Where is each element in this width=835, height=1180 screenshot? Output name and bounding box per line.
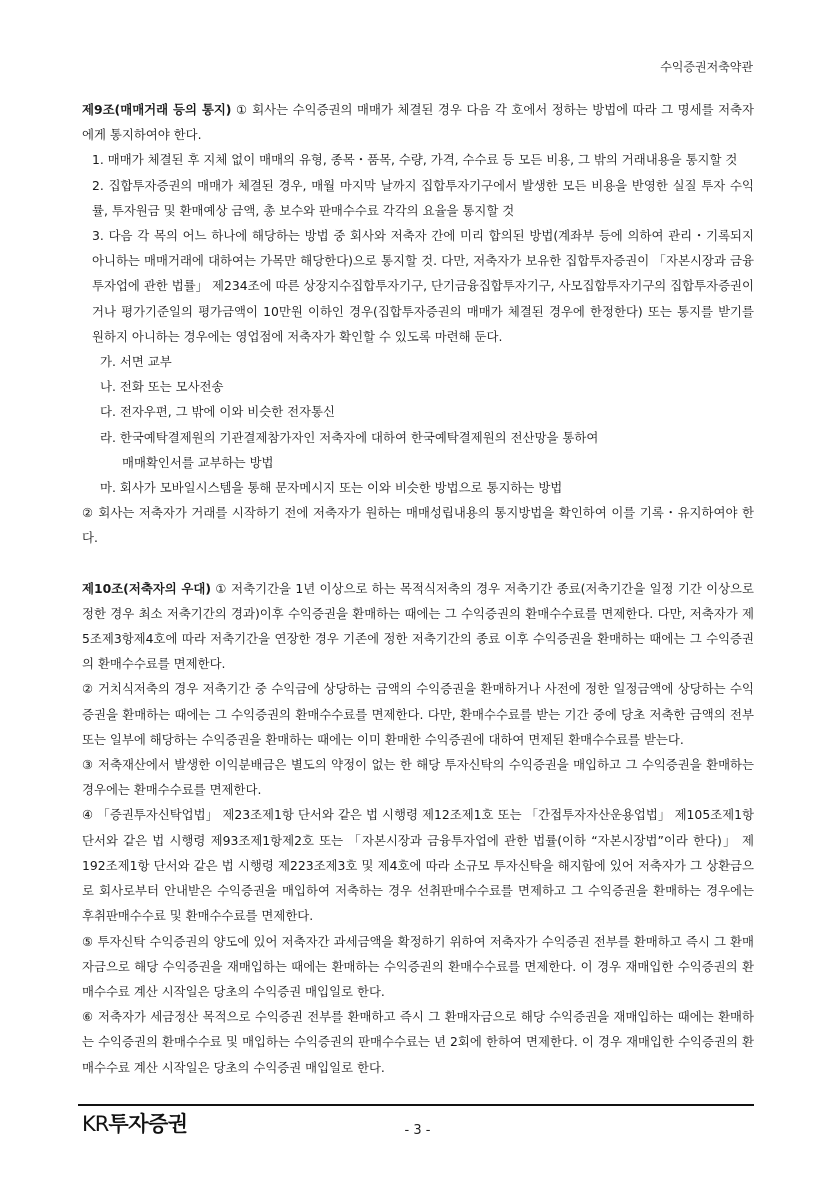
article-9-item-3: 3. 다음 각 목의 어느 하나에 해당하는 방법 중 회사와 저축자 간에 미리 합의된 방법(계좌부 등에 의하여 관리・기록되지 아니하는 매매거래에 대하여는 가목만 해당한다)으로 통지할 것. 다만, 저축자가 보유한 집합투자증권이 「자본시장과 금융투자업에 관한 법률」 제234조에 따른 상장지수집합투자기구, 단기금융집합투자기구, 사모집합투자기구의 집합투자증권이거나 평가기준일의 평가금액이 10만원 이하인 경우(집합투자증권의 매매가 체결된 경우에 한정한다) 또는 통지를 받기를 원하지 아니하는 경우에는 영업점에 저축자가 확인할 수 있도록 마련해 둔다. [92,228,754,344]
section-gap [82,551,754,576]
article-10-title: 제10조(저축자의 우대) [82,580,212,596]
article-9-sub-da: 다. 전자우편, 그 밖에 이와 비슷한 전자통신 [100,404,335,420]
article-9-sub-ga: 가. 서면 교부 [100,354,172,370]
page-number: - 3 - [404,1123,431,1138]
article-9-sub-ra-line1: 라. 한국예탁결제원의 기관결제참가자인 저축자에 대하여 한국예탁결제원의 전산망을 통하여 [100,429,599,445]
article-9-sub-ra-line2: 매매확인서를 교부하는 방법 [122,454,274,470]
logo-kr: KR [82,1112,109,1136]
logo-text: 투자증권 [108,1112,188,1136]
footer-divider [78,1104,754,1106]
article-10-p1-text: ① 저축기간을 1년 이상으로 하는 목적식저축의 경우 저축기간 종료(저축기간을 일정 기간 이상으로 정한 경우 최소 저축기간의 경과)이후 수익증권을 환매하는 때에는 그 수익증권의 환매수수료를 면제한다. 다만, 저축자가 제5조제3항제4호에 따라 저축기간을 연장한 경우 기존에 정한 저축기간의 종료 이후 수익증권을 환매하는 때에는 그 수익증권의 환매수수료를 면제한다. [82,580,754,672]
article-10-paragraph-6: ⑥ 저축자가 세금정산 목적으로 수익증권 전부를 환매하고 즉시 그 환매자금으로 해당 수익증권을 재매입하는 때에는 환매하는 수익증권의 환매수수료 및 매입하는 수익증권의 판매수수료는 년 2회에 한하여 면제한다. 이 경우 재매입한 수익증권의 환매수수료 계산 시작일은 당초의 수익증권 매입일로 한다. [82,1009,754,1075]
document-header-title: 수익증권저축약관 [660,60,753,74]
article-9-paragraph-1 [82,97,754,147]
article-9-p1-text: ① 회사는 수익증권의 매매가 체결된 경우 다음 각 호에서 정하는 방법에 따라 그 명세를 저축자에게 통지하여야 한다. [82,102,754,143]
document-body [82,97,754,1080]
article-9-sub-ma: 마. 회사가 모바일시스템을 통해 문자메시지 또는 이와 비슷한 방법으로 통지하는 방법 [100,480,563,496]
article-9-item-2: 2. 집합투자증권의 매매가 체결된 경우, 매월 마지막 날까지 집합투자기구에서 발생한 모든 비용을 반영한 실질 투자 수익률, 투자원금 및 환매예상 금액, 총 보수와 판매수수료 각각의 요율을 통지할 것 [92,177,754,218]
article-9-paragraph-2: ② 회사는 저축자가 거래를 시작하기 전에 저축자가 원하는 매매성립내용의 통지방법을 확인하여 이를 기록・유지하여야 한다. [82,505,754,546]
article-10-paragraph-4: ④ 「증권투자신탁업법」 제23조제1항 단서와 같은 법 시행령 제12조제1호 또는 「간접투자자산운용업법」 제105조제1항 단서와 같은 법 시행령 제93조제1항제2호 또는 「자본시장과 금융투자업에 관한 법률(이하 “자본시장법”이라 한다)」 제192조제1항 단서와 같은 법 시행령 제223조제3호 및 제4호에 따라 소규모 투자신탁을 해지함에 있어 저축자가 그 상환금으로 회사로부터 안내받은 수익증권을 매입하여 저축하는 경우 선취판매수수료를 면제하고 그 수익증권을 환매하는 경우에는 후취판매수수료 및 환매수수료를 면제한다. [82,807,754,924]
article-10-paragraph-3: ③ 저축재산에서 발생한 이익분배금은 별도의 약정이 없는 한 해당 투자신탁의 수익증권을 매입하고 그 수익증권을 환매하는 경우에는 환매수수료를 면제한다. [82,757,754,798]
article-9-title: 제9조(매매거래 등의 통지) [82,102,232,117]
article-10-paragraph-1 [82,576,754,677]
article-9-sub-na: 나. 전화 또는 모사전송 [100,379,224,395]
article-10-paragraph-5: ⑤ 투자신탁 수익증권의 양도에 있어 저축자간 과세금액을 확정하기 위하여 저축자가 수익증권 전부를 환매하고 즉시 그 환매자금으로 해당 수익증권을 재매입하는 때에는 환매하는 수익증권의 환매수수료를 면제한다. 이 경우 재매입한 수익증권의 환매수수료 계산 시작일은 당초의 수익증권 매입일로 한다. [82,933,754,999]
article-9-item-1: 1. 매매가 체결된 후 지체 없이 매매의 유형, 종목・품목, 수량, 가격, 수수료 등 모든 비용, 그 밖의 거래내용을 통지할 것 [92,152,738,168]
article-10-paragraph-2: ② 거치식저축의 경우 저축기간 중 수익금에 상당하는 금액의 수익증권을 환매하거나 사전에 정한 일정금액에 상당하는 수익증권을 환매하는 때에는 그 수익증권의 환매수수료를 면제한다. 다만, 환매수수료를 받는 기간 중에 당초 저축한 금액의 전부 또는 일부에 해당하는 수익증권을 환매하는 때에는 이미 환매한 수익증권에 대하여 면제된 환매수수료를 받는다. [82,681,754,747]
